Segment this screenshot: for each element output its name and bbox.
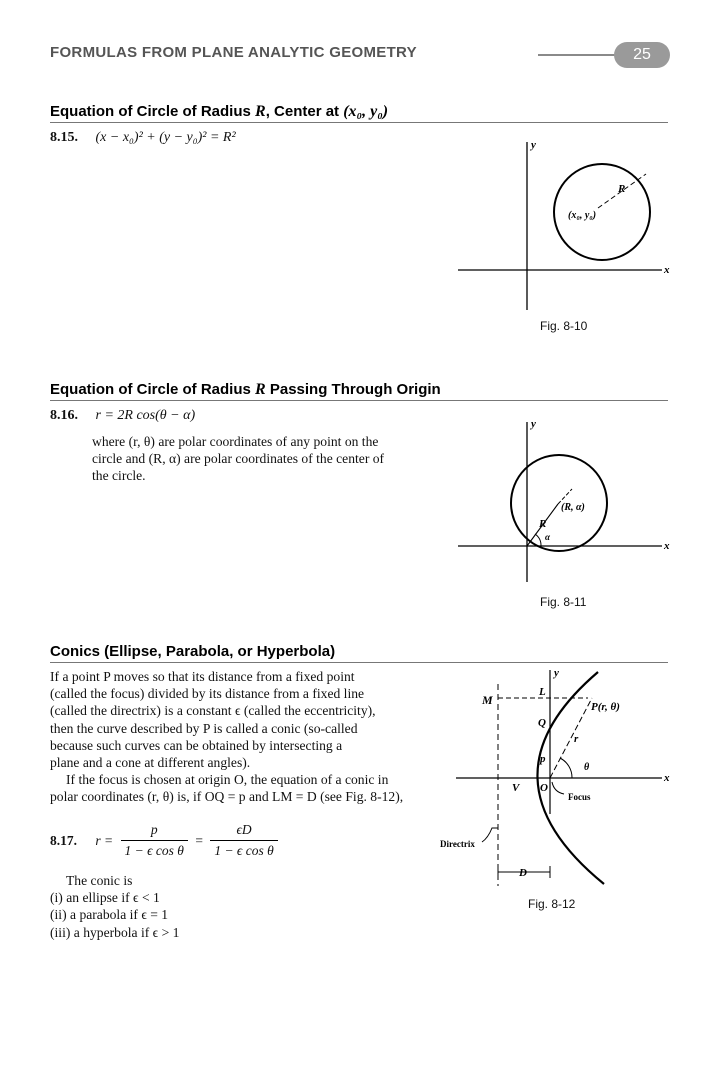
label-Q: Q [538,717,546,729]
figure-8-12 [436,664,686,894]
text-line: circle and (R, α) are polar coordinates of the center of [92,451,385,467]
section-title-var: R [255,381,266,398]
radius-label: R [618,183,626,195]
text-line: the circle. [92,468,146,484]
fraction-2 [210,822,277,859]
formula-lhs: r = [95,832,114,848]
label-directrix: Directrix [440,839,475,849]
section-rule [50,122,668,123]
fraction-1 [121,822,188,859]
formula-number: 8.15. [50,130,78,145]
section-title-text: Passing Through Origin [265,381,441,398]
x-axis-label: x [664,540,670,552]
radius-label: R [539,518,547,530]
fraction-numerator: p [121,822,188,841]
label-focus: Focus [568,792,591,802]
figure-caption: Fig. 8-10 [540,319,588,333]
figure-8-10 [450,130,680,320]
text-line: where (r, θ) are polar coordinates of any point on the [92,434,379,449]
label-theta: θ [584,762,590,773]
label-r: r [574,733,579,745]
focus-pointer [552,782,564,794]
angle-label: α [545,532,550,542]
text-line: (called the focus) divided by its distance from a fixed line [50,686,365,702]
label-L: L [539,686,546,698]
y-axis-label: y [554,667,559,679]
section-rule [50,400,668,401]
label-p: p [540,753,546,765]
section-title-text: Equation of Circle of Radius [50,103,256,120]
section2-description [92,433,384,485]
y-axis-label: y [531,139,536,151]
x-axis-label: x [664,772,670,784]
text-line: plane and a cone at different angles). [50,755,251,771]
figure-8-11 [450,412,680,592]
text-line: then the curve described by P is called a conic (so-called [50,720,358,736]
page-number-badge: 25 [614,42,670,68]
fraction-numerator: ϵD [210,822,277,841]
formula-number: 8.16. [50,408,78,423]
section-title-conics: Conics (Ellipse, Parabola, or Hyperbola) [50,643,336,660]
conic-cases [50,872,180,941]
fraction-denominator: 1 − ϵ cos θ [124,843,184,858]
formula-8-15 [50,130,236,146]
equals-sign: = [195,832,203,848]
text-line: If a point P moves so that its distance from a fixed point [50,669,355,684]
section-title-text: Equation of Circle of Radius [50,381,256,398]
label-V: V [512,782,520,794]
section-title-text: , Center at [265,103,344,120]
text-line: The conic is [66,873,133,888]
theta-arc [560,758,572,778]
figure-caption: Fig. 8-11 [540,595,587,609]
case-item: (i) an ellipse if ϵ < 1 [50,890,160,906]
label-M: M [482,693,493,707]
x-axis-label: x [664,264,670,276]
directrix-pointer [482,828,498,842]
center-label: (x₀, y₀) [568,210,597,221]
running-header: FORMULAS FROM PLANE ANALYTIC GEOMETRY [50,44,417,61]
fraction-denominator: 1 − ϵ cos θ [214,843,274,858]
label-D: D [519,867,527,879]
formula-text: (x − x₀)² + (y − y₀)² = R² [95,130,236,145]
label-P: P(r, θ) [591,701,620,713]
figure-caption: Fig. 8-12 [528,897,576,911]
formula-text: r = 2R cos(θ − α) [95,408,196,423]
section-title-var: R [255,103,266,120]
text-line: polar coordinates (r, θ) is, if OQ = p and LM = D (see Fig. 8-12), [50,789,404,805]
conic-paragraph [50,668,403,806]
section-rule [50,662,668,663]
center-label: (R, α) [561,502,585,513]
text-line: If the focus is chosen at origin O, the equation of a conic in [66,772,389,788]
case-item: (iii) a hyperbola if ϵ > 1 [50,924,180,940]
formula-8-17 [50,822,278,859]
case-item: (ii) a parabola if ϵ = 1 [50,907,169,923]
text-line: (called the directrix) is a constant ϵ (called the eccentricity), [50,703,376,719]
formula-number: 8.17. [50,832,77,848]
formula-8-16 [50,408,195,424]
text-line: because such curves can be obtained by intersecting a [50,737,343,753]
label-O: O [540,782,548,794]
section-title-circle-center [50,103,388,121]
y-axis-label: y [531,418,536,430]
section-title-point: (x₀, y₀) [343,103,389,120]
section-title-circle-origin [50,381,441,399]
